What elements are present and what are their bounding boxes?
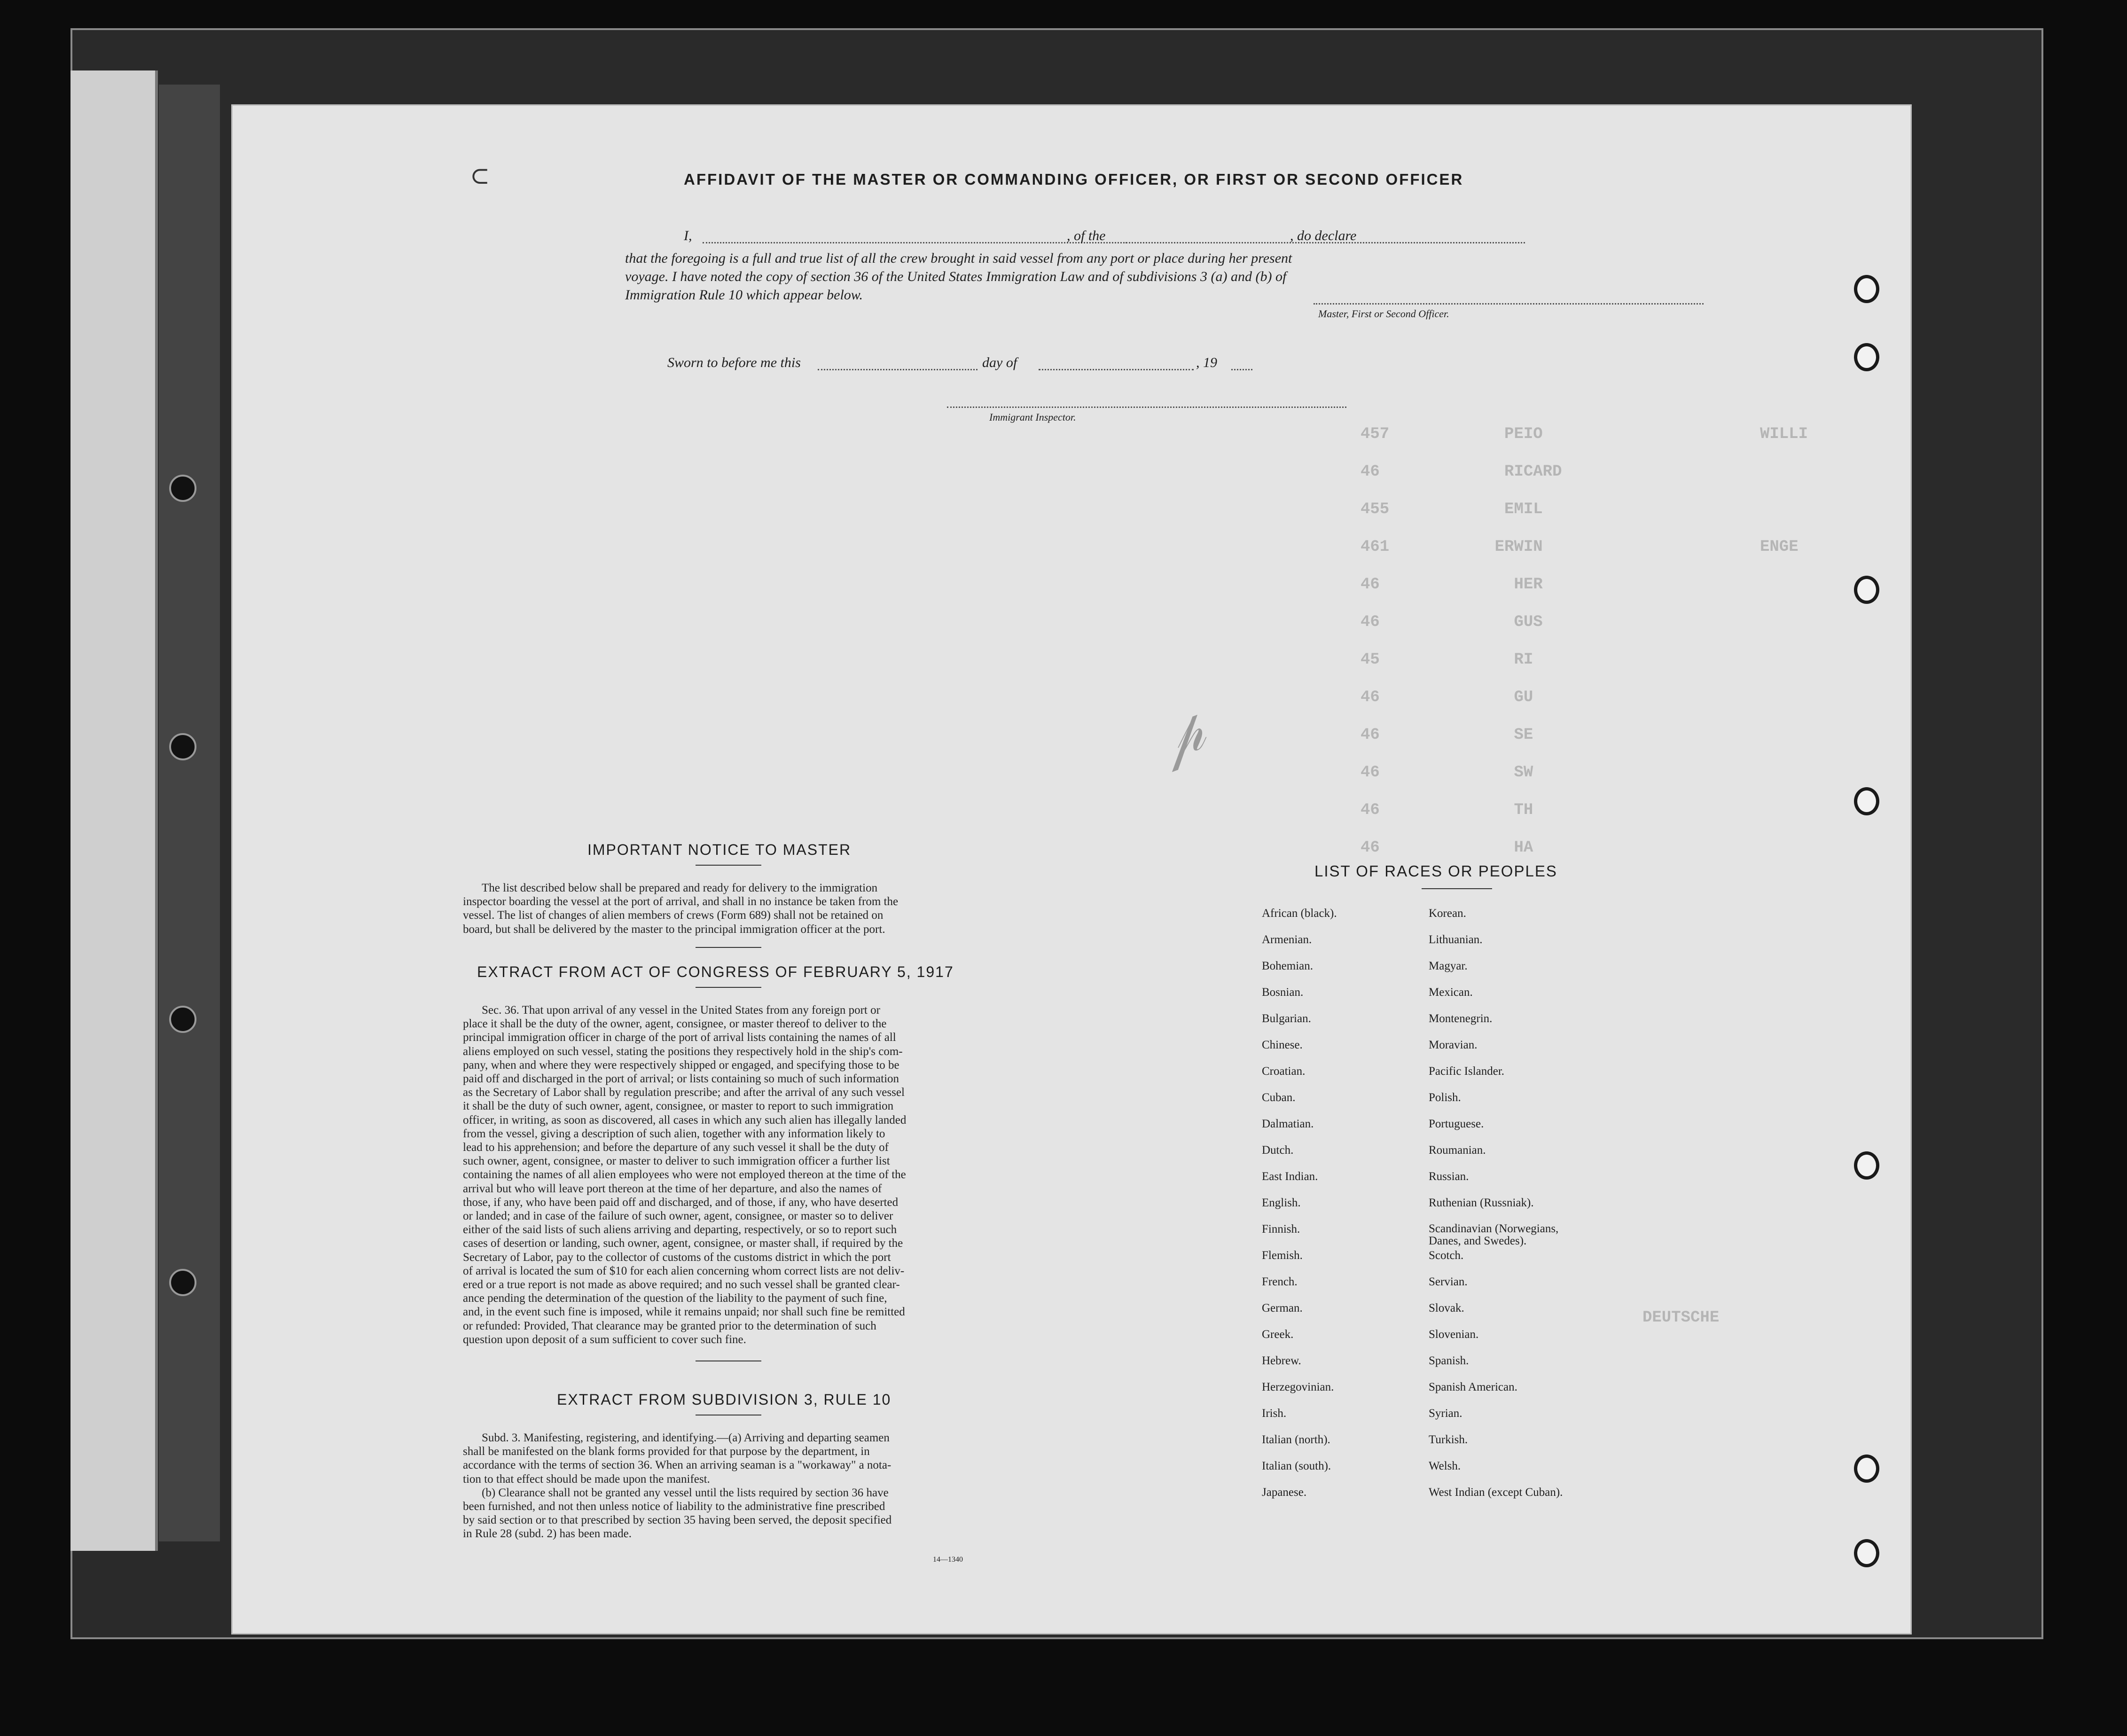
race-item: Dalmatian.	[1262, 1118, 1314, 1130]
act-line: pany, when and where they were respectively shipped or engaged, and specifying those to be	[463, 1058, 899, 1071]
act-line: principal immigration officer in charge of the port of arrival lists containing the names of all	[463, 1031, 896, 1044]
races-rule	[1422, 888, 1492, 889]
race-item: Flemish.	[1262, 1249, 1303, 1262]
race-item: Russian.	[1429, 1170, 1469, 1183]
notice-rule	[696, 865, 761, 866]
race-item: German.	[1262, 1302, 1303, 1314]
race-item: Turkish.	[1429, 1433, 1468, 1446]
sworn-day-field[interactable]	[818, 369, 977, 370]
race-item: French.	[1262, 1275, 1298, 1288]
race-item: Finnish.	[1262, 1223, 1300, 1236]
act-line: such owner, agent, consignee, or master to deliver to such immigration officer a further list	[463, 1155, 890, 1168]
act-line: Sec. 36. That upon arrival of any vessel in the United States from any foreign port or	[482, 1004, 880, 1017]
punch-hole	[1854, 1539, 1879, 1567]
act-line: place it shall be the duty of the owner, agent, consignee, or master thereof to deliver to the	[463, 1017, 887, 1031]
race-item: Chinese.	[1262, 1039, 1303, 1051]
bleed-through-text: 45 RI	[1361, 651, 1533, 669]
race-item: Croatian.	[1262, 1065, 1306, 1078]
race-item: Magyar.	[1429, 960, 1468, 972]
bleed-through-text: 46 RICARD	[1361, 463, 1562, 481]
affidavit-do-declare: , do declare	[1290, 228, 1357, 243]
race-item: Welsh.	[1429, 1460, 1461, 1472]
act-line: aliens employed on such vessel, stating the positions they respectively hold in the ship's com-	[463, 1045, 903, 1058]
act-line: lead to his apprehension; and before the departure of any such vessel it shall be the duty of	[463, 1141, 889, 1154]
affidavit-line: Immigration Rule 10 which appear below.	[625, 287, 863, 303]
rule-line: in Rule 28 (subd. 2) has been made.	[463, 1527, 632, 1541]
notice-line: vessel. The list of changes of alien members of crews (Form 689) shall not be retained on	[463, 909, 884, 922]
inspector-caption: Immigrant Inspector.	[989, 411, 1076, 423]
binder-hole	[169, 475, 196, 502]
punch-hole	[1854, 275, 1879, 303]
race-item: English.	[1262, 1196, 1301, 1209]
rule-line: been furnished, and not then unless notice of liability to the administrative fine prescribed	[463, 1500, 885, 1513]
affidavit-line: voyage. I have noted the copy of section 36 of the United States Immigration Law and of subdivisions 3 (a) and (b) of	[625, 269, 1287, 284]
race-item: West Indian (except Cuban).	[1429, 1486, 1563, 1499]
day-of-label: day of	[982, 355, 1017, 370]
race-item: Bosnian.	[1262, 986, 1304, 999]
bleed-through-text: 46 SW	[1361, 764, 1533, 782]
extract-rule-text	[463, 1431, 1238, 1541]
binder-left-edge	[70, 70, 158, 1551]
manifest-page	[233, 106, 1910, 1633]
bleed-through-text: 46 GU	[1361, 688, 1533, 706]
act-line: arrival but who will leave port thereon at the time of her departure, and also the names of	[463, 1182, 882, 1195]
race-item: Spanish.	[1429, 1354, 1469, 1367]
races-heading: LIST OF RACES OR PEOPLES	[1314, 862, 1557, 880]
act-line: as the Secretary of Labor shall by regulation prescribe; and after the arrival of any such vessel	[463, 1086, 905, 1099]
act-line: question upon deposit of a sum sufficient to cover such fine.	[463, 1333, 746, 1346]
race-item: Moravian.	[1429, 1039, 1478, 1051]
act-line: those, if any, who have been paid off and discharged, and of those, if any, who have deserted	[463, 1196, 899, 1209]
race-item: Cuban.	[1262, 1091, 1296, 1104]
punch-hole	[1854, 787, 1879, 815]
act-line: Secretary of Labor, pay to the collector of customs of the customs district in which the port	[463, 1251, 891, 1264]
affidavit-of-the: , of the	[1067, 228, 1106, 243]
rule-line: (b) Clearance shall not be granted any vessel until the lists required by section 36 have	[482, 1486, 889, 1499]
act-line: it shall be the duty of such owner, agent, consignee, or master to report to such immigration	[463, 1100, 894, 1113]
race-item: Armenian.	[1262, 933, 1312, 946]
extract-act-heading: EXTRACT FROM ACT OF CONGRESS OF FEBRUARY 5, 1917	[477, 963, 954, 980]
race-item: Slovenian.	[1429, 1328, 1479, 1341]
act-line: ered or a true report is not made as above required; and no such vessel shall be granted clear-	[463, 1278, 900, 1291]
binder-hole	[169, 1269, 196, 1296]
race-item: African (black).	[1262, 907, 1337, 920]
act-line: ance pending the determination of the question of the liability to the payment of such fine,	[463, 1292, 887, 1305]
race-item: Irish.	[1262, 1407, 1287, 1420]
bleed-through-text: WILLI	[1760, 425, 1808, 443]
ink-mark: ⊂	[470, 163, 490, 189]
punch-hole	[1854, 1454, 1879, 1483]
race-item: Slovak.	[1429, 1302, 1464, 1314]
extract-rule-heading: EXTRACT FROM SUBDIVISION 3, RULE 10	[557, 1391, 891, 1408]
race-item: Italian (south).	[1262, 1460, 1331, 1472]
race-item: Scandinavian (Norwegians, Danes, and Swedes).	[1429, 1222, 1559, 1247]
race-item: Greek.	[1262, 1328, 1294, 1341]
race-item: Syrian.	[1429, 1407, 1462, 1420]
rule-line: Subd. 3. Manifesting, registering, and identifying.—(a) Arriving and departing seamen	[482, 1431, 890, 1444]
bleed-through-text: 46 HER	[1361, 576, 1543, 594]
punch-hole	[1854, 576, 1879, 604]
year-label: , 19	[1196, 355, 1217, 370]
notice-rule	[696, 947, 761, 948]
binder-hole	[169, 733, 196, 760]
race-item: East Indian.	[1262, 1170, 1318, 1183]
race-item: Scotch.	[1429, 1249, 1464, 1262]
race-item: Mexican.	[1429, 986, 1473, 999]
act-line: or landed; and in case of the failure of such owner, agent, consignee, or master so to deliver	[463, 1210, 893, 1223]
race-item: Pacific Islander.	[1429, 1065, 1505, 1078]
sworn-label: Sworn to before me this	[667, 355, 801, 370]
race-item: Montenegrin.	[1429, 1012, 1493, 1025]
race-item: Japanese.	[1262, 1486, 1307, 1499]
affidavit-heading: AFFIDAVIT OF THE MASTER OR COMMANDING OFFICER, OR FIRST OR SECOND OFFICER	[684, 171, 1464, 188]
notice-text	[463, 881, 1238, 936]
rule-line: by said section or to that prescribed by section 35 having been served, the deposit specified	[463, 1514, 892, 1527]
bleed-through-text: 46 SE	[1361, 726, 1533, 744]
punch-hole	[1854, 343, 1879, 371]
notice-line: The list described below shall be prepared and ready for delivery to the immigration	[482, 882, 878, 894]
extract-act-rule	[696, 987, 761, 988]
race-item: Hebrew.	[1262, 1354, 1301, 1367]
sworn-year-field[interactable]	[1231, 369, 1252, 370]
act-line: and, in the event such fine is imposed, while it remains unpaid; nor shall such fine be remitted	[463, 1306, 905, 1319]
act-line: containing the names of all alien employees who were not employed thereon at the time of the	[463, 1168, 906, 1181]
punch-hole	[1854, 1151, 1879, 1180]
inspector-signature-field[interactable]	[947, 407, 1346, 408]
bleed-through-text: ENGE	[1760, 538, 1799, 556]
binder-strip	[159, 85, 220, 1541]
act-line: of arrival is located the sum of $10 for each alien concerning whom correct lists are not deliv-	[463, 1264, 905, 1277]
race-item: Roumanian.	[1429, 1144, 1486, 1157]
race-item: Dutch.	[1262, 1144, 1294, 1157]
notice-line: board, but shall be delivered by the master to the principal immigration officer at the port.	[463, 923, 885, 936]
race-item: Herzegovinian.	[1262, 1381, 1334, 1393]
bleed-through-text: DEUTSCHE	[1642, 1309, 1720, 1327]
act-line: or refunded: Provided, That clearance may be granted prior to the determination of such	[463, 1319, 876, 1332]
signature-caption: Master, First or Second Officer.	[1318, 308, 1449, 320]
race-item: Korean.	[1429, 907, 1466, 920]
race-item: Italian (north).	[1262, 1433, 1330, 1446]
bleed-through-text: 457 PEIO	[1361, 425, 1543, 443]
affidavit-i-label: I,	[684, 228, 692, 243]
act-line: either of the said lists of such aliens arriving and departing, respectively, or so to report such	[463, 1223, 897, 1236]
race-item: Bohemian.	[1262, 960, 1314, 972]
bleed-through-text: 46 HA	[1361, 839, 1533, 857]
race-item: Bulgarian.	[1262, 1012, 1311, 1025]
bleed-through-text: 46 TH	[1361, 801, 1533, 819]
sworn-month-field[interactable]	[1039, 369, 1194, 370]
race-item: Spanish American.	[1429, 1381, 1517, 1393]
extract-act-text	[463, 1003, 1238, 1346]
rule-line: tion to that effect should be made upon the manifest.	[463, 1472, 710, 1486]
officer-signature-field[interactable]	[1314, 303, 1704, 305]
rule-line: accordance with the terms of section 36. When an arriving seaman is a "workaway" a nota-	[463, 1459, 891, 1472]
act-line: paid off and discharged in the port of arrival; or lists containing so much of such information	[463, 1072, 899, 1086]
bleed-through-text: 455 EMIL	[1361, 500, 1543, 518]
race-item: Ruthenian (Russniak).	[1429, 1196, 1534, 1209]
binder-hole	[169, 1006, 196, 1033]
race-item: Portuguese.	[1429, 1118, 1484, 1130]
race-item: Lithuanian.	[1429, 933, 1483, 946]
notice-heading: IMPORTANT NOTICE TO MASTER	[587, 841, 852, 858]
race-item: Servian.	[1429, 1275, 1468, 1288]
bleed-through-text: 461 ERWIN	[1361, 538, 1543, 556]
affidavit-line: that the foregoing is a full and true list of all the crew brought in said vessel from any port or place during her present	[625, 250, 1292, 266]
act-line: cases of desertion or landing, such owner, agent, consignee, or master shall, if required by the	[463, 1237, 903, 1250]
notice-line: inspector boarding the vessel at the port of arrival, and shall in no instance be taken from the	[463, 895, 899, 908]
form-number: 14—1340	[933, 1556, 963, 1564]
race-item: Polish.	[1429, 1091, 1461, 1104]
rule-line: shall be manifested on the blank forms provided for that purpose by the department, in	[463, 1445, 870, 1458]
act-line: from the vessel, giving a description of such alien, together with any information likely to	[463, 1127, 885, 1140]
pencil-annotation: 𝓅	[1153, 698, 1213, 771]
act-line: officer, in writing, as soon as discovered, all cases in which any such alien has illegally landed	[463, 1113, 907, 1126]
bleed-through-text: 46 GUS	[1361, 613, 1543, 631]
